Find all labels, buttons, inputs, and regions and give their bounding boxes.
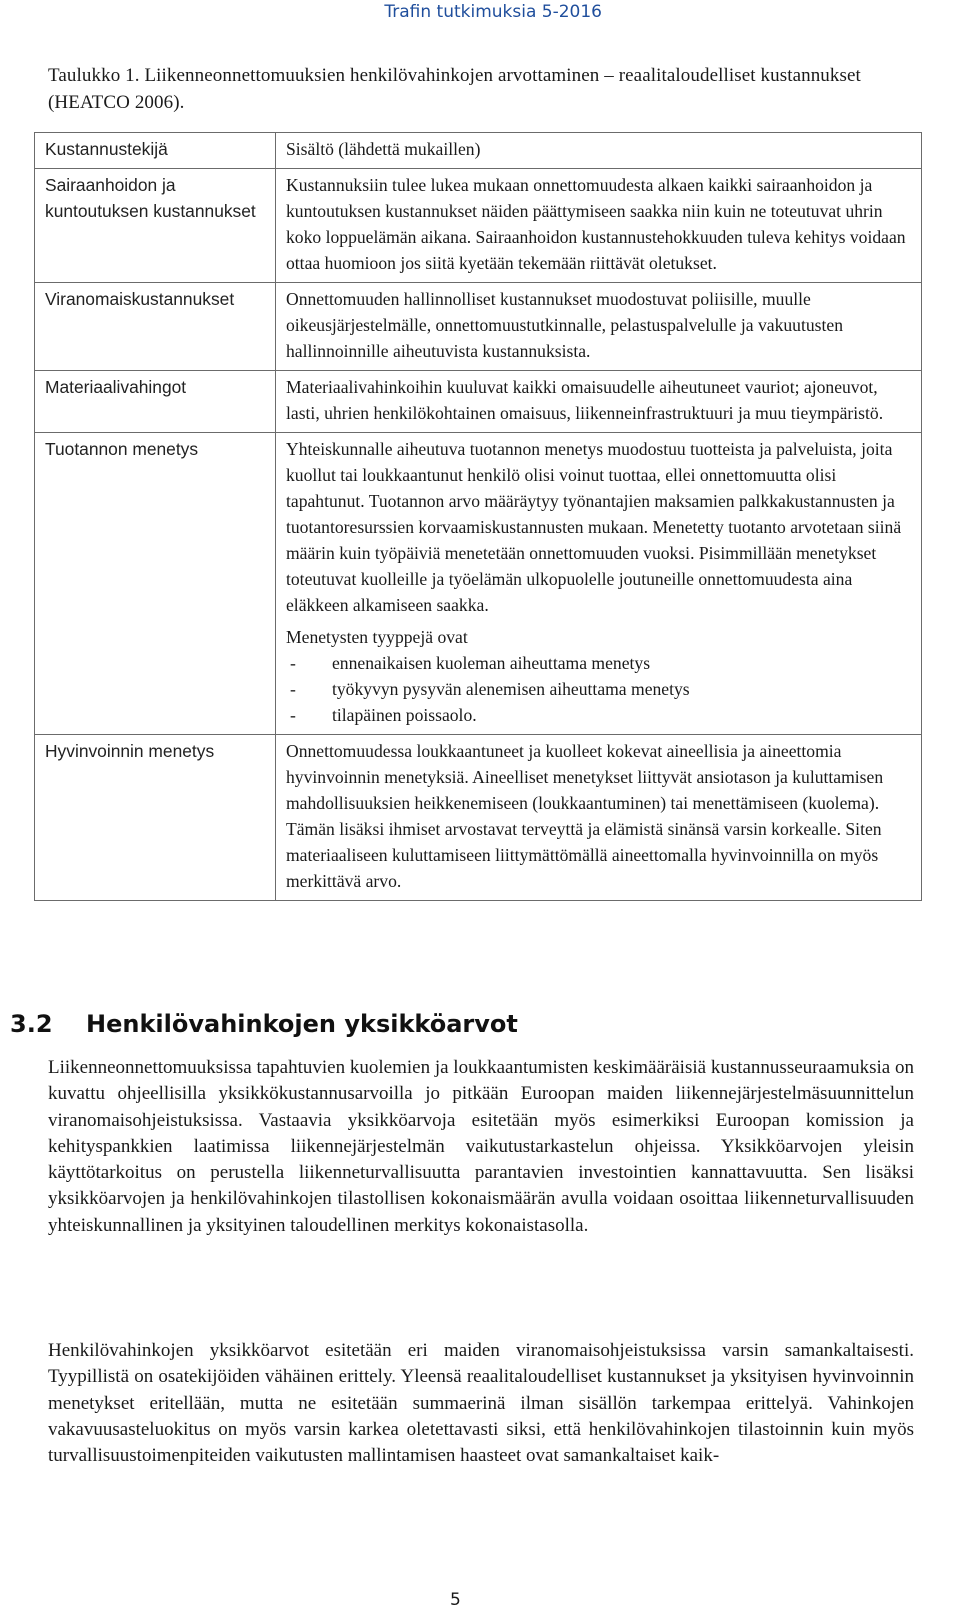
cost-table <box>34 132 922 901</box>
body-paragraph: Liikenneonnettomuuksissa tapahtuvien kuolemien ja loukkaantumisten keskimääräisiä kustannusseuraamuksia on kuvattu ohjeellisilla yksikkökustannusarvoilla jo pitkään Euroopan maiden liikennejärjestelmäsuunnittelun viranomaisohjeistuksissa. Vastaavia yksikköarvoja esitetään myös esimerkiksi Euroopan komission ja kehityspankkien laatimissa liikennejärjestelmän vaikutustarkastelun ohjeissa. Yksikköarvojen yleisin käyttötarkoitus on perustella liikenneturvallisuutta parantavien investointien kannattavuutta. Sen lisäksi yksikköarvojen ja henkilövahinkojen tilastollisen kokonaismäärän avulla voidaan osoittaa liikenneturvallisuuden yhteiskunnallinen ja yksityinen taloudellinen merkitys kokonaistasolla. <box>48 1057 914 1236</box>
list-item: - työkyvyn pysyvän alenemisen aiheuttama menetys <box>286 676 913 702</box>
section-heading <box>10 1010 518 1038</box>
row-content: Onnettomuuden hallinnolliset kustannukset muodostuvat poliisille, muulle oikeusjärjestelmälle, onnettomuustutkinnalle, pelastuspalvelulle ja vakuutusten hallinnoinnille aiheutuvista kustannuksista. <box>276 283 922 371</box>
table-row <box>35 433 922 735</box>
section-title: Henkilövahinkojen yksikköarvot <box>86 1010 518 1038</box>
column-header-content: Sisältö (lähdettä mukaillen) <box>276 133 922 169</box>
row-content-cell <box>276 433 922 735</box>
table-header-row <box>35 133 922 169</box>
row-factor: Materiaalivahingot <box>35 371 276 433</box>
running-title: Trafin tutkimuksia 5-2016 <box>384 2 602 22</box>
loss-types-list <box>286 650 913 728</box>
row-factor: Viranomaiskustannukset <box>35 283 276 371</box>
list-item: - tilapäinen poissaolo. <box>286 702 913 728</box>
table-row <box>35 169 922 283</box>
page-number: 5 <box>450 1590 461 1610</box>
running-header <box>0 0 960 26</box>
row-factor: Sairaanhoidon ja kuntoutuksen kustannukset <box>35 169 276 283</box>
row-factor: Tuotannon menetys <box>35 433 276 735</box>
row-content: Kustannuksiin tulee lukea mukaan onnettomuudesta alkaen kaikki sairaanhoidon ja kuntoutuksen kustannukset näiden päättymiseen saakka niin kuin ne toteutuvat uhrin koko loppuelämän aikana. Sairaanhoidon kustannustehokkuuden tuleva kehitys voidaan ottaa huomioon jos siitä kyetään tekemään riittävät oletukset. <box>276 169 922 283</box>
loss-types-intro: Menetysten tyyppejä ovat <box>286 627 468 647</box>
row-factor: Hyvinvoinnin menetys <box>35 735 276 901</box>
section-number: 3.2 <box>10 1010 53 1038</box>
body-paragraph: Henkilövahinkojen yksikköarvot esitetään eri maiden viranomaisohjeistuksissa varsin samankaltaisesti. Tyypillistä on osatekijöiden vähäinen erittely. Yleensä reaalitaloudelliset kustannukset ja yksityisen hyvinvoinnin menetykset eritellään, mutta ne esitetään summaerinä ilman sisällön tarkempaa erittelyä. Vahinkojen vakavuusasteluokitus on myös varsin karkea oletettavasti siksi, että henkilövahinkojen tilastoinnin kuin myös turvallisuustoimenpiteiden vaikutusten mallintamisen haasteet ovat samankaltaiset kaik- <box>48 1340 914 1467</box>
list-item: - ennenaikaisen kuoleman aiheuttama menetys <box>286 650 913 676</box>
column-header-factor: Kustannustekijä <box>35 133 276 169</box>
row-content: Onnettomuudessa loukkaantuneet ja kuolleet kokevat aineellisia ja aineettomia hyvinvoinnin menetyksiä. Aineelliset menetykset liittyvät ansiotason ja kuluttamisen mahdollisuuksien heikkenemiseen (loukkaantuminen) tai menettämiseen (kuolema). Tämän lisäksi ihmiset arvostavat terveyttä ja elämistä sinänsä varsin korkealle. Siten materiaaliseen kuluttamiseen liittymättömällä aineettomalla hyvinvoinnilla on myös merkittävä arvo. <box>276 735 922 901</box>
table-row <box>35 283 922 371</box>
table-row <box>35 735 922 901</box>
table-row <box>35 371 922 433</box>
row-content: Materiaalivahinkoihin kuuluvat kaikki omaisuudelle aiheutuneet vauriot; ajoneuvot, lasti, uhrien henkilökohtainen omaisuus, liikenneinfrastruktuuri ja muu tieympäristö. <box>276 371 922 433</box>
row-content: Yhteiskunnalle aiheutuva tuotannon menetys muodostuu tuotteista ja palveluista, joita kuollut tai loukkaantunut henkilö olisi voinut tuottaa, ellei onnettomuutta olisi tapahtunut. Tuotannon arvo määräytyy työnantajien maksamien palkkakustannusten ja tuotantoresurssien korvaamiskustannusten mukaan. Menetetty tuotanto arvotetaan siinä määrin kuin työpäiviä menetetään onnettomuuden vuoksi. Pisimmillään menetykset toteutuvat kuolleille ja työelämän ulkopuolelle joutuneille onnettomuudesta aina eläkkeen alkamiseen saakka. <box>286 439 902 615</box>
table-caption: Taulukko 1. Liikenneonnettomuuksien henkilövahinkojen arvottaminen – reaalitaloudelliset kustannukset (HEATCO 2006). <box>48 65 861 113</box>
